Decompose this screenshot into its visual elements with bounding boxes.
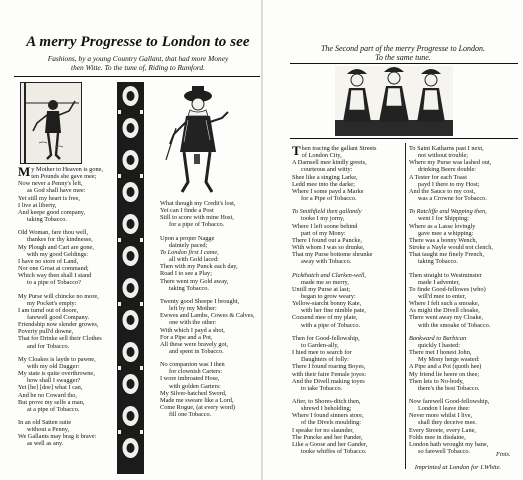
verse-line: There I found out a Pancke, xyxy=(292,236,362,244)
part2-title xyxy=(288,44,518,62)
verse-line: payd I there to my Host; xyxy=(418,180,480,188)
woodcut-smoker-figure xyxy=(20,82,82,164)
verse-line: I wore imbroated Hose, xyxy=(160,375,220,383)
verse-line: for a pipe of Tobacco. xyxy=(169,221,225,229)
verse-line: What though my Credit's lost, xyxy=(160,200,236,207)
verse-line: Yet still my heart is free, xyxy=(18,194,80,202)
verse-line: Bankward to Barbican xyxy=(409,334,467,342)
part2-title-line: The Second part of the merry Progresse to London. xyxy=(320,44,486,53)
part2-rule xyxy=(290,63,518,64)
verse-line: will'd mee to enter, xyxy=(418,292,467,300)
part1-rule xyxy=(14,76,260,77)
verse-line: Where I felt such a smoake, xyxy=(409,300,480,308)
verse-line: My state is quite overthrowne, xyxy=(18,370,95,378)
verse-line: There went my Gold away, xyxy=(160,277,229,285)
verse-line: with golden Garters: xyxy=(169,382,221,390)
verse-line: to a pipe of Tobacco? xyxy=(27,279,81,287)
verse-line: That my Purse bottome shrunke xyxy=(292,251,373,259)
verse-line: Ledd mee into the darke; xyxy=(292,180,355,188)
verse-line: Come Rogue, (at every word) xyxy=(160,404,236,412)
verse-line: all with Gold laced: xyxy=(169,256,219,264)
verse-line: After, to Shores-ditch then, xyxy=(292,398,361,405)
verse-line: Made me sweare like a Lord, xyxy=(160,396,234,404)
verse-line: fill one Tobacco. xyxy=(169,411,212,419)
verse-line: That taught me finely French, xyxy=(409,251,485,259)
verse-line: All these were bravely got, xyxy=(160,340,229,348)
verse-line: Ewwes and Lambs, Cowes & Calves, xyxy=(160,312,255,320)
verse-line: not without trouble; xyxy=(418,152,469,160)
verse-line: My Plough and Cart are gone, xyxy=(18,243,94,251)
part2-title-line: To the same tune. xyxy=(375,53,431,62)
verse-line: of London City, xyxy=(301,152,342,160)
verse-line: Upon a proper Nagge xyxy=(160,234,215,242)
verse-line: Where I left soone behind xyxy=(292,222,358,230)
verse-line: A Tester for each Toast xyxy=(409,173,467,181)
verse-line: Cozsend mee of my plate, xyxy=(292,314,358,322)
verse-line: Then for Good-fellowship, xyxy=(292,334,360,342)
verse-line: There I found roaring Boyes, xyxy=(292,363,366,371)
woodcut-base-rule xyxy=(290,138,518,139)
verse-line: As might the Divell choake, xyxy=(409,307,480,315)
part1-subtitle-line: then Witte. To the tune of, Riding to Rumford. xyxy=(71,62,205,72)
verse-line: Where I found sinners store, xyxy=(292,412,364,420)
verse-line: To finde Good-fellowes (who) xyxy=(409,285,486,293)
verse-line: Shee like a singing Larke, xyxy=(292,173,358,181)
verse-line: and spent in Tobacco. xyxy=(169,347,224,355)
verse-line: I have no store of Land, xyxy=(18,257,79,265)
verse-line: My friend lie heere on thee; xyxy=(409,370,480,378)
verse-line: for clownish Carters: xyxy=(169,368,223,376)
verse-line: Twenty good Sheepe I brought, xyxy=(160,297,240,305)
verse-line: farewell good Company. xyxy=(27,313,90,321)
verse-line: tooke whiffes of Tobacco. xyxy=(301,448,367,456)
ornament-pattern-icon xyxy=(117,82,144,474)
verse-line: quickly I hasted: xyxy=(418,341,460,349)
verse-line: Stroke a Nayle would not clench, xyxy=(409,244,493,252)
verse-line: went I for Shipping; xyxy=(418,215,469,223)
verse-line: as God shall have mee: xyxy=(27,187,86,195)
verse-line: Where my Purse was lashed out, xyxy=(409,159,492,167)
printer-imprint: Imprinted at London for I.White. xyxy=(414,464,502,471)
verse-line: shall they deceive mee. xyxy=(418,419,477,427)
verse-line: There was a bonny Wench, xyxy=(409,236,478,244)
verse-line: A Damsell mee kindly greets, xyxy=(292,159,367,167)
part1-title: A merry Progresse to London to see xyxy=(26,34,250,50)
verse-line: Which way then shall I stand xyxy=(18,272,92,280)
verse-line: Every Streete, every Lane, xyxy=(409,426,476,434)
verse-line: one with the other: xyxy=(169,319,217,327)
verse-line: Untill my Purse at last; xyxy=(292,285,351,293)
woodcut-three-women xyxy=(335,66,453,136)
verse-line: Now never a Penny's left, xyxy=(18,180,83,188)
verse-line: The Puncke and her Pander, xyxy=(292,433,363,441)
verse-line: as well as any. xyxy=(27,440,64,448)
verse-line: for a Pipe of Tobacco. xyxy=(301,195,357,203)
verse-line: My Purse will chincke no more, xyxy=(18,292,99,300)
verse-line: And be no Coward tho, xyxy=(18,391,77,399)
verse-line: my Pocket's empty: xyxy=(27,299,77,307)
verse-line: I speake for no slaunder, xyxy=(292,426,354,434)
verse-line: I am turnd out of doore, xyxy=(18,306,79,314)
verse-line: Nor one Groat at command; xyxy=(18,265,89,273)
verse-line: without a Penny, xyxy=(27,426,70,434)
verse-line: Pickthatch and Clarken-well, xyxy=(292,271,366,279)
verse-line: with her fine nimble pate, xyxy=(301,307,366,315)
verse-line: so farewell Tobacco. xyxy=(418,448,471,456)
verse-line: But prove my selfe a man, xyxy=(18,398,85,406)
verse-line: London hath wrought my bane, xyxy=(409,440,489,448)
verse-line: left by my Mother: xyxy=(169,305,217,313)
verse-line: away with Tobacco. xyxy=(301,258,352,266)
verse-line: A Pipe and a Pot (quoth hee) xyxy=(409,363,482,371)
verse-line: taking Tobacco. xyxy=(418,258,459,266)
verse-line: to take Tobacco. xyxy=(301,384,343,392)
verse-line: with my good Geldings: xyxy=(27,250,89,258)
verse-line: made me so merry, xyxy=(301,278,349,286)
verse-line: Yet [he] [doe] what I can, xyxy=(18,384,83,392)
verse-column-3 xyxy=(292,145,404,455)
column-divider xyxy=(405,143,406,469)
verse-line: I live at liberty, xyxy=(18,201,57,209)
verse-column-4 xyxy=(409,145,521,455)
three-women-icon xyxy=(335,66,453,136)
verse-line: To Ratcliffe and Wapping then, xyxy=(409,208,487,216)
drop-cap: T xyxy=(292,143,301,158)
decorative-border-strip xyxy=(117,82,144,474)
verse-line: gave mee a whipping: xyxy=(418,229,474,237)
verse-column-2 xyxy=(160,200,260,418)
verse-line: Friendship now slender growes, xyxy=(18,321,99,329)
verse-line: For a Pipe and a Pot, xyxy=(160,333,213,341)
verse-line: Then straight to Westminster xyxy=(409,271,482,279)
verse-line: There went away my Cloake, xyxy=(409,314,483,322)
verse-line: And keepe good company, xyxy=(18,208,86,216)
smoker-figure-icon xyxy=(21,83,82,164)
verse-line: Like a Goose and her Gander, xyxy=(292,440,368,448)
verse-line-text: y Mother to Heaven is gone, xyxy=(31,166,103,173)
verse-line: With which I payd a shot, xyxy=(160,326,225,334)
verse-line: with a pipe of Tobacco. xyxy=(301,321,361,329)
verse-line: Now farewell Good-fellowship, xyxy=(409,398,490,405)
verse-line: Road I to see a Play; xyxy=(160,270,212,278)
verse-line: To London first I came, xyxy=(160,248,219,256)
verse-line: To Smithfield then gallantly xyxy=(292,208,362,216)
drop-cap: M xyxy=(18,164,31,179)
verse-line: courteous and witty: xyxy=(301,166,353,174)
verse-line: taking Tobacco. xyxy=(27,216,68,224)
verse-line: of the Divels moulding: xyxy=(301,419,361,427)
verse-line: to Garden-ally, xyxy=(301,341,339,349)
part1-subtitle xyxy=(14,55,262,72)
verse-line: Folds mee in disdaine, xyxy=(409,433,466,441)
verse-line: Where I some payd a Marke xyxy=(292,187,364,195)
verse-line: with their faire Female joyes: xyxy=(292,370,367,378)
verse-line: daintely paced; xyxy=(169,241,208,249)
woodcut-gallant-figure xyxy=(154,82,240,196)
verse-line: began to grow weary: xyxy=(301,292,356,300)
verse-line: Never more whilst I live, xyxy=(409,412,473,420)
finis-label: Finis. xyxy=(496,451,511,458)
verse-line: drinking Beere double: xyxy=(418,166,477,174)
verse-line: shrewd I beholding; xyxy=(301,405,352,413)
verse-line: how shall I swagger? xyxy=(27,377,81,385)
verse-line: Still to score with mine Host, xyxy=(160,214,234,222)
verse-line: ten Pounds she gave mee; xyxy=(31,173,97,181)
verse-line: In an old Satten suite xyxy=(18,419,72,426)
verse-line: and for Tobacco. xyxy=(27,342,70,350)
verse-line: My Mony herge wasted: xyxy=(418,356,480,364)
verse-line: My Cloakes is layde to pawne, xyxy=(18,355,96,363)
verse-line: No companion was I then xyxy=(160,361,225,369)
verse-line: taking Tobacco. xyxy=(169,284,210,292)
verse-line: To Saint Katharns past I next, xyxy=(409,145,484,152)
verse-line: Old Woman, fare thou well, xyxy=(18,229,89,237)
verse-line: We Gallants may brag it brave: xyxy=(18,433,97,441)
verse-line: thankes for thy kindnesse, xyxy=(27,236,93,244)
verse-column-1 xyxy=(18,166,116,448)
verse-line: tooke I my jorny, xyxy=(301,215,345,223)
verse-line-text: hen tracing the gallant Streets xyxy=(301,145,377,152)
verse-line: And the Divell making toyes xyxy=(292,377,365,385)
part1-subtitle-line: Fashions, by a young Country Gallant, that had more Money xyxy=(47,54,229,63)
verse-line: was a Crowne for Tobacco. xyxy=(418,195,487,203)
verse-line: with my old Dagger: xyxy=(27,362,80,370)
verse-line: My Silver-hatched Sword, xyxy=(160,389,227,397)
verse-line: with the smoake of Tobacco. xyxy=(418,321,491,329)
verse-line: Then with my Punck each day, xyxy=(160,263,238,271)
verse-line: There met I honest John, xyxy=(409,349,472,357)
verse-line: Yet can I finde a Post xyxy=(160,207,214,215)
verse-line: Then lets to No-body, xyxy=(409,377,464,385)
verse-line: Daughters of folly: xyxy=(301,356,349,364)
verse-line: Where as a Lasse lovingly xyxy=(409,222,476,230)
verse-line: at a pipe of Tobacco. xyxy=(27,405,80,413)
verse-line: there's the best Tobacco. xyxy=(418,384,480,392)
verse-line: With whom I was so drunke, xyxy=(292,244,365,252)
verse-line: And the Sauce to my cost, xyxy=(409,187,476,195)
verse-line: part of my Mony: xyxy=(301,229,346,237)
verse-line: Yellow-starcht bonny Kate, xyxy=(292,300,362,308)
verse-line: Poverty pull'd downe, xyxy=(18,328,74,336)
verse-line: London I leave thee: xyxy=(418,405,470,413)
verse-line: That for Drinke sell their Clothes xyxy=(18,335,102,343)
verse-line: made I adventer, xyxy=(418,278,460,286)
gallant-figure-icon xyxy=(154,82,240,196)
verse-line: I hied mee to search for xyxy=(292,349,352,357)
